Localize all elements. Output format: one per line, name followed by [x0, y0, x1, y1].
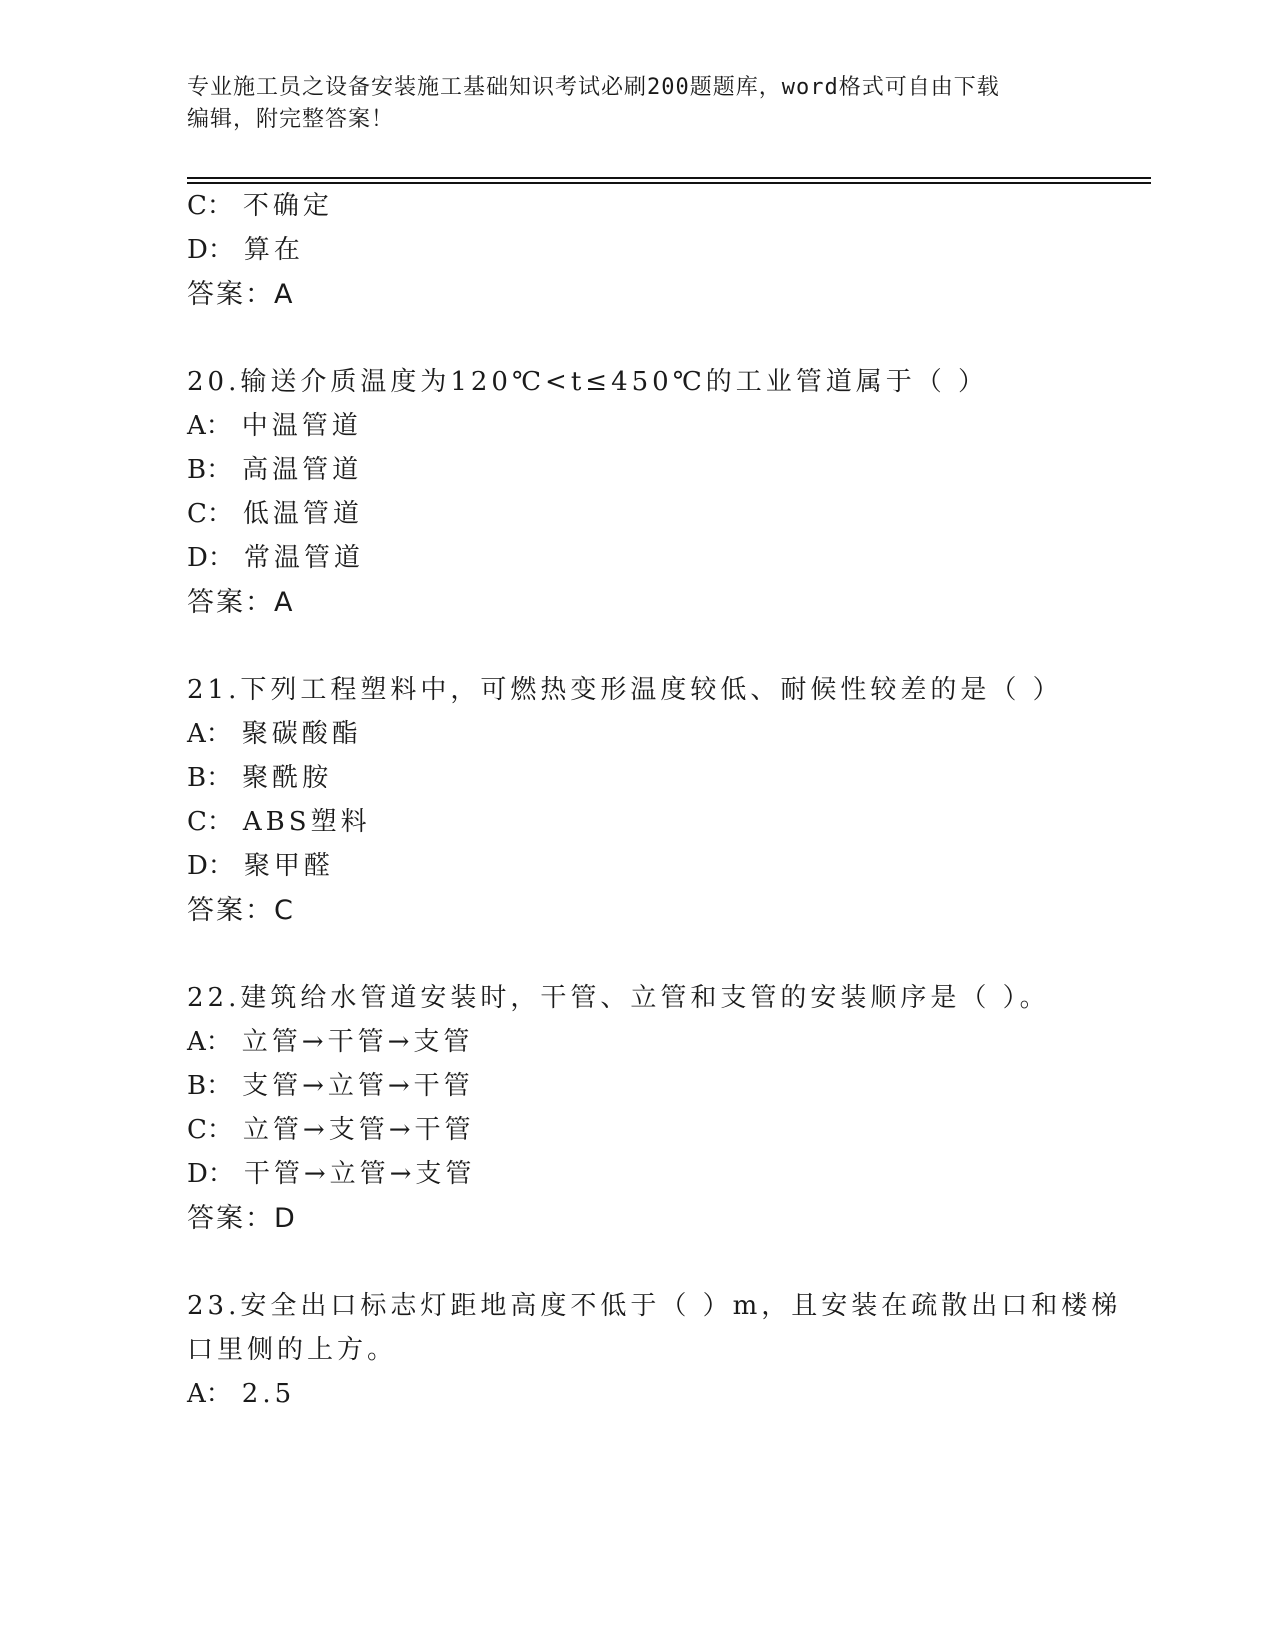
option-d	[187, 234, 304, 266]
option-c	[187, 190, 333, 222]
question-stem: 22.建筑给水管道安装时，干管、立管和支管的安装顺序是（ ）。	[187, 983, 1050, 1013]
option-a	[187, 1026, 473, 1058]
question-stem: 20.输送介质温度为120℃<t≤450℃的工业管道属于（ ）	[187, 367, 989, 397]
option-d	[187, 542, 364, 574]
option-text: ABS塑料	[242, 807, 371, 837]
option-b	[187, 762, 332, 794]
option-label: B：	[187, 763, 233, 793]
option-label: D：	[187, 235, 234, 265]
option-d	[187, 1158, 475, 1190]
option-text: 常温管道	[243, 543, 364, 573]
option-text: 2.5	[241, 1379, 296, 1409]
option-text: 聚酰胺	[242, 763, 333, 793]
answer-line: 答案：D	[187, 1203, 297, 1234]
question-stem: 21.下列工程塑料中，可燃热变形温度较低、耐候性较差的是（ ）	[187, 675, 1063, 705]
option-c	[187, 806, 371, 838]
option-text: 低温管道	[242, 499, 363, 529]
option-text: 聚碳酸酯	[241, 719, 362, 749]
option-text: 聚甲醛	[243, 851, 334, 881]
option-b	[187, 454, 362, 486]
option-label: C：	[187, 191, 233, 221]
option-label: B：	[187, 455, 233, 485]
option-label: A：	[187, 411, 232, 441]
option-label: B：	[187, 1071, 233, 1101]
option-text: 高温管道	[242, 455, 363, 485]
header-line-1: 专业施工员之设备安装施工基础知识考试必刷200题题库，word格式可自由下载	[187, 75, 1000, 100]
option-b	[187, 1070, 474, 1102]
question-stem-line-2: 口里侧的上方。	[187, 1335, 398, 1365]
option-c	[187, 1114, 474, 1146]
header-divider-bottom	[187, 182, 1151, 184]
option-text: 干管→立管→支管	[243, 1159, 476, 1189]
option-label: A：	[187, 1379, 232, 1409]
option-label: C：	[187, 499, 233, 529]
document-header	[187, 72, 1087, 136]
option-text: 立管→支管→干管	[242, 1115, 475, 1145]
header-line-2: 编辑，附完整答案！	[187, 107, 395, 132]
answer-line: 答案：A	[187, 279, 295, 310]
option-text: 支管→立管→干管	[242, 1071, 474, 1101]
option-text: 中温管道	[241, 411, 362, 441]
option-label: C：	[187, 807, 233, 837]
answer-line: 答案：C	[187, 895, 295, 926]
option-label: D：	[187, 851, 234, 881]
option-text: 立管→干管→支管	[241, 1027, 474, 1057]
option-label: D：	[187, 1159, 234, 1189]
option-label: C：	[187, 1115, 233, 1145]
option-a	[187, 1378, 295, 1410]
option-d	[187, 850, 334, 882]
option-c	[187, 498, 363, 530]
question-stem-line-1: 23.安全出口标志灯距地高度不低于（ ）m，且安装在疏散出口和楼梯	[187, 1291, 1122, 1321]
option-label: A：	[187, 719, 232, 749]
option-label: D：	[187, 543, 234, 573]
option-text: 不确定	[242, 191, 333, 221]
option-label: A：	[187, 1027, 232, 1057]
option-text: 算在	[243, 235, 304, 265]
option-a	[187, 718, 362, 750]
header-divider-top	[187, 177, 1151, 179]
answer-line: 答案：A	[187, 587, 295, 618]
option-a	[187, 410, 362, 442]
